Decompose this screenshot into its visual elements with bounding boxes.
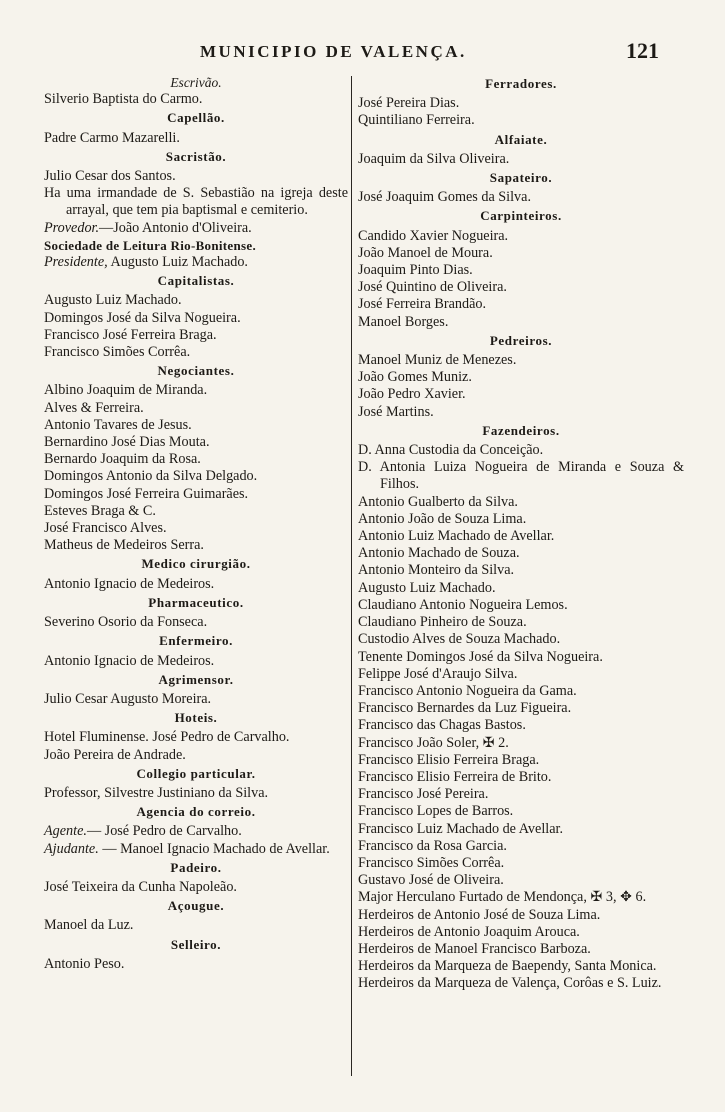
list-item: Quintiliano Ferreira. — [358, 112, 475, 129]
column-divider — [351, 76, 352, 1076]
page-title: MUNICIPIO DE VALENÇA. — [200, 42, 467, 61]
list-item: Francisco Antonio Nogueira da Gama. — [358, 682, 577, 699]
section-heading: Enfermeiro. — [159, 633, 233, 649]
list-item: João Pedro Xavier. — [358, 386, 466, 403]
list-item: Padre Carmo Mazarelli. — [44, 129, 180, 146]
left-column — [44, 74, 348, 973]
list-item — [44, 220, 348, 237]
section-heading: Padeiro. — [170, 859, 222, 875]
list-item: Antonio João de Souza Lima. — [358, 510, 527, 527]
list-item: Antonio Ignacio de Medeiros. — [44, 575, 215, 592]
list-item: Esteves Braga & C. — [44, 502, 156, 519]
list-item: Severino Osorio da Fonseca. — [44, 614, 208, 631]
section-heading: Pedreiros. — [489, 332, 553, 348]
person-name: —João Antonio d'Oliveira. — [99, 219, 252, 236]
role-label: Provedor. — [44, 219, 100, 236]
list-item: Major Herculano Furtado de Mendonça, ✠ 3, ✥ 6. — [358, 889, 647, 906]
list-item: Francisco João Soler, ✠ 2. — [358, 734, 509, 751]
person-name: Augusto Luiz Machado. — [107, 254, 248, 271]
list-item: Herdeiros de Antonio José de Souza Lima. — [358, 906, 601, 923]
list-item: Manoel Borges. — [358, 313, 449, 330]
list-item: José Quintino de Oliveira. — [358, 279, 507, 296]
section-heading: Pharmaceutico. — [148, 594, 244, 610]
list-item: Augusto Luiz Machado. — [358, 579, 496, 596]
page-number: 121 — [626, 38, 659, 63]
role-label: Ajudante. — [44, 840, 99, 857]
section-heading: Fazendeiros. — [482, 422, 560, 438]
list-item: Francisco Simões Corrêa. — [44, 344, 191, 361]
section-heading: Sociedade de Leitura Rio-Bonitense. — [44, 237, 256, 253]
section-heading: Medico cirurgião. — [141, 556, 251, 572]
role-label: Agente. — [44, 823, 87, 840]
list-item: Francisco José Pereira. — [358, 786, 489, 803]
list-item: Albino Joaquim de Miranda. — [44, 382, 208, 399]
right-column — [358, 74, 684, 993]
list-item: Joaquim da Silva Oliveira. — [358, 150, 510, 167]
section-heading: Agencia do correio. — [136, 804, 256, 820]
list-item: Manoel da Luz. — [44, 917, 134, 934]
role-label: Presidente, — [44, 254, 108, 271]
list-item: Francisco Lopes de Barros. — [358, 803, 514, 820]
list-item: Francisco Simões Corrêa. — [358, 854, 505, 871]
list-item: Claudiano Pinheiro de Souza. — [358, 614, 527, 631]
section-heading: Sacristão. — [165, 148, 227, 164]
list-item — [44, 254, 348, 271]
list-item: Antonio Machado de Souza. — [358, 545, 520, 562]
person-name: — Manoel Ignacio Machado de Avellar. — [98, 840, 330, 857]
list-item — [44, 841, 348, 858]
section-heading: Negociantes. — [157, 363, 235, 379]
section-heading: Hoteis. — [174, 710, 218, 726]
list-item: Tenente Domingos José da Silva Nogueira. — [358, 648, 603, 665]
section-heading: Sapateiro. — [489, 170, 553, 186]
section-heading: Selleiro. — [170, 936, 222, 952]
list-item: Felippe José d'Araujo Silva. — [358, 665, 518, 682]
list-item: Custodio Alves de Souza Machado. — [358, 631, 561, 648]
list-item: Francisco Bernardes da Luz Figueira. — [358, 700, 572, 717]
list-item: Candido Xavier Nogueira. — [358, 227, 509, 244]
list-item: Herdeiros da Marqueza de Valença, Corôas e S. Luiz. — [358, 975, 662, 992]
section-heading: Ferradores. — [485, 76, 557, 91]
list-item: Antonio Tavares de Jesus. — [44, 416, 192, 433]
section-heading: Açougue. — [167, 898, 225, 914]
list-item: José Joaquim Gomes da Silva. — [358, 189, 531, 206]
list-item: Alves & Ferreira. — [44, 399, 144, 416]
list-item: Claudiano Antonio Nogueira Lemos. — [358, 596, 568, 613]
section-heading: Capellão. — [167, 110, 225, 126]
list-item: Antonio Monteiro da Silva. — [358, 562, 515, 579]
list-item: José Pereira Dias. — [358, 95, 460, 112]
list-item: Domingos José da Silva Nogueira. — [44, 309, 241, 326]
list-item: Professor, Silvestre Justiniano da Silva. — [44, 784, 269, 801]
list-item: José Teixeira da Cunha Napoleão. — [44, 878, 237, 895]
list-item: José Ferreira Brandão. — [358, 296, 487, 313]
list-item: João Manoel de Moura. — [358, 244, 493, 261]
section-heading: Escrivão. — [170, 75, 222, 90]
list-item: Francisco da Rosa Garcia. — [358, 837, 507, 854]
paragraph: Ha uma irmandade de S. Sebastião na igreja deste arrayal, que tem pia baptismal e cemiterio. — [44, 185, 348, 219]
list-item: Augusto Luiz Machado. — [44, 292, 182, 309]
list-item: Antonio Peso. — [44, 955, 125, 972]
list-item: Bernardino José Dias Mouta. — [44, 434, 210, 451]
list-item: João Pereira de Andrade. — [44, 746, 186, 763]
list-item: Bernardo Joaquim da Rosa. — [44, 451, 201, 468]
list-item: Manoel Muniz de Menezes. — [358, 352, 517, 369]
list-item: Antonio Gualberto da Silva. — [358, 493, 518, 510]
list-item: João Gomes Muniz. — [358, 369, 472, 386]
list-item: Francisco Luiz Machado de Avellar. — [358, 820, 563, 837]
list-item: Hotel Fluminense. José Pedro de Carvalho. — [44, 729, 290, 746]
list-item: Matheus de Medeiros Serra. — [44, 537, 204, 554]
person-name: — José Pedro de Carvalho. — [86, 823, 242, 840]
list-item: Gustavo José de Oliveira. — [358, 872, 504, 889]
section-heading: Agrimensor. — [158, 671, 234, 687]
section-heading: Alfaiate. — [494, 131, 548, 147]
list-item: Silverio Baptista do Carmo. — [44, 91, 203, 108]
list-item: Domingos Antonio da Silva Delgado. — [44, 468, 258, 485]
list-item: Antonio Luiz Machado de Avellar. — [358, 528, 555, 545]
list-item: D. Antonia Luiza Nogueira de Miranda e Souza & Filhos. — [358, 459, 684, 493]
list-item: José Francisco Alves. — [44, 520, 167, 537]
list-item: Julio Cesar dos Santos. — [44, 168, 176, 185]
list-item: Domingos José Ferreira Guimarães. — [44, 485, 249, 502]
section-heading: Capitalistas. — [157, 273, 235, 289]
list-item: Antonio Ignacio de Medeiros. — [44, 652, 215, 669]
list-item: Francisco Elisio Ferreira de Brito. — [358, 768, 552, 785]
list-item — [44, 823, 348, 840]
list-item: Julio Cesar Augusto Moreira. — [44, 690, 212, 707]
list-item: Herdeiros de Manoel Francisco Barboza. — [358, 940, 591, 957]
list-item: Francisco das Chagas Bastos. — [358, 717, 526, 734]
list-item: Joaquim Pinto Dias. — [358, 262, 473, 279]
list-item: José Martins. — [358, 403, 434, 420]
list-item: Herdeiros de Antonio Joaquim Arouca. — [358, 923, 580, 940]
section-heading: Carpinteiros. — [480, 208, 562, 224]
list-item: Herdeiros da Marqueza de Baependy, Santa Monica. — [358, 958, 657, 975]
list-item: Francisco Elisio Ferreira Braga. — [358, 751, 540, 768]
list-item: D. Anna Custodia da Conceição. — [358, 442, 544, 459]
list-item: Francisco José Ferreira Braga. — [44, 326, 217, 343]
section-heading: Collegio particular. — [136, 765, 256, 781]
